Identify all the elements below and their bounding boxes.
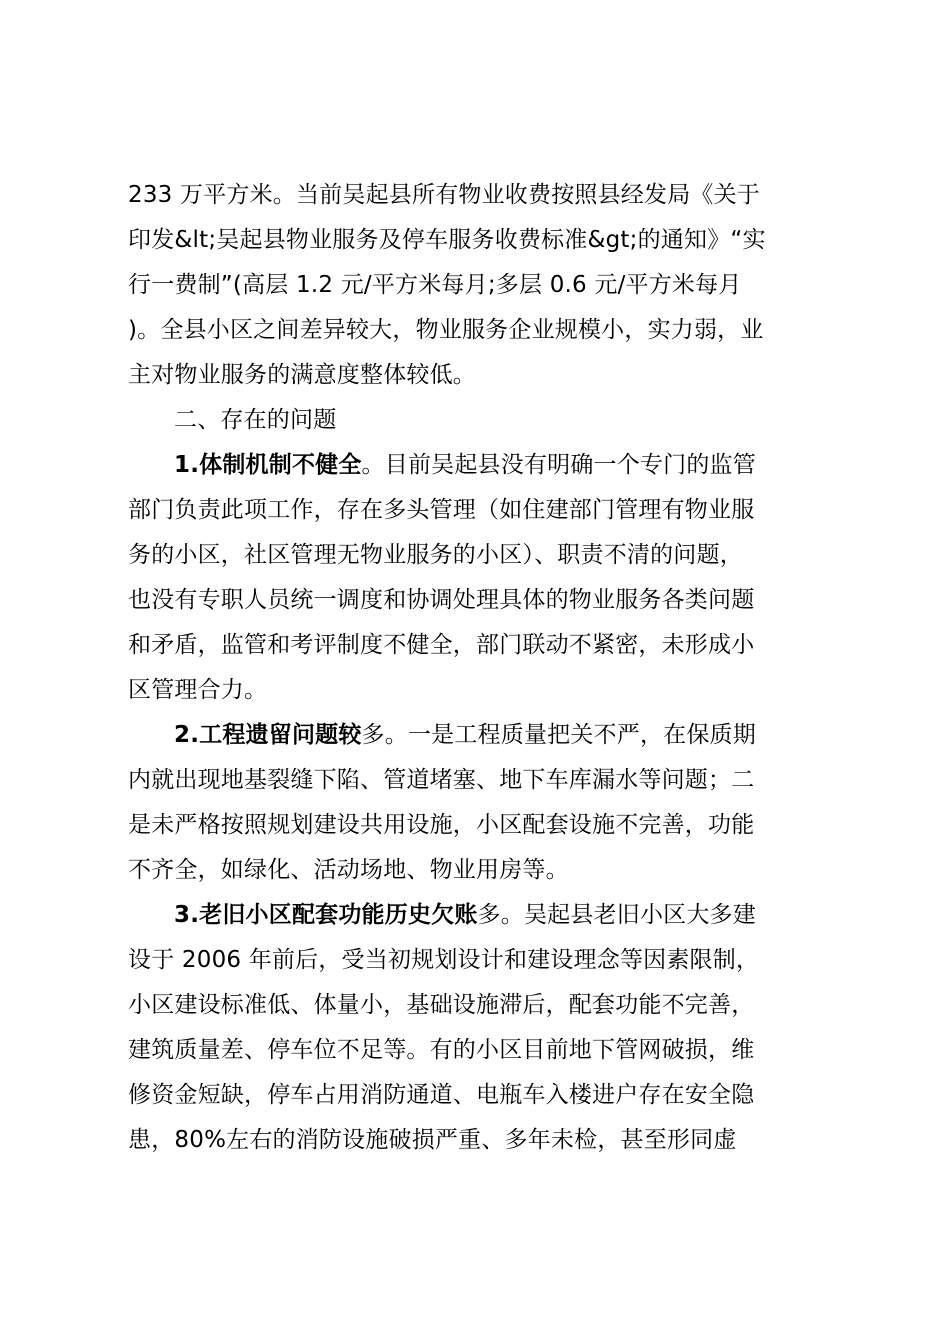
paragraph-line: 行一费制”(高层 1.2 元/平方米每月;多层 0.6 元/平方米每月 — [128, 272, 742, 298]
paragraph-line: 印发&lt;吴起县物业服务及停车服务收费标准&gt;的通知》“实 — [128, 227, 766, 253]
item-title: 1.体制机制不健全 — [174, 452, 362, 478]
paragraph-line: 内就出现地基裂缝下陷、管道堵塞、地下车库漏水等问题；二 — [128, 767, 755, 793]
item-first-line — [174, 450, 756, 480]
item-title: 3.老旧小区配套功能历史欠账 — [174, 902, 478, 928]
item-first-line — [174, 720, 756, 750]
paragraph-line: )。全县小区之间差异较大，物业服务企业规模小，实力弱，业 — [128, 317, 764, 343]
paragraph-line: 建筑质量差、停车位不足等。有的小区目前地下管网破损，维 — [128, 1037, 755, 1063]
item-text: 。目前吴起县没有明确一个专门的监管 — [361, 452, 756, 478]
paragraph-line: 不齐全，如绿化、活动场地、物业用房等。 — [128, 857, 569, 883]
paragraph-line: 主对物业服务的满意度整体较低。 — [128, 362, 476, 388]
paragraph-line: 小区建设标准低、体量小，基础设施滞后，配套功能不完善， — [128, 992, 755, 1018]
section-heading: 二、存在的问题 — [174, 407, 337, 433]
paragraph-line: 是未严格按照规划建设共用设施，小区配套设施不完善，功能 — [128, 812, 755, 838]
paragraph-line: 233 万平方米。当前吴起县所有物业收费按照县经发局《关于 — [128, 182, 761, 208]
paragraph-line: 设于 2006 年前后，受当初规划设计和建设理念等因素限制， — [128, 947, 760, 973]
item-text: 多。吴起县老旧小区大多建 — [477, 902, 756, 928]
paragraph-line: 修资金短缺，停车占用消防通道、电瓶车入楼进户存在安全隐 — [128, 1082, 755, 1108]
item-text: 多。一是工程质量把关不严，在保质期 — [361, 722, 756, 748]
paragraph-line: 务的小区，社区管理无物业服务的小区）、职责不清的问题， — [128, 542, 743, 568]
paragraph-line: 部门负责此项工作，存在多头管理（如住建部门管理有物业服 — [128, 497, 755, 523]
paragraph-line: 和矛盾，监管和考评制度不健全，部门联动不紧密，未形成小 — [128, 632, 755, 658]
paragraph-line: 患，80%左右的消防设施破损严重、多年未检，甚至形同虚 — [128, 1127, 737, 1153]
paragraph-line: 区管理合力。 — [128, 677, 268, 703]
item-title: 2.工程遗留问题较 — [174, 722, 362, 748]
paragraph-line: 也没有专职人员统一调度和协调处理具体的物业服务各类问题 — [128, 587, 755, 613]
item-first-line — [174, 900, 756, 930]
